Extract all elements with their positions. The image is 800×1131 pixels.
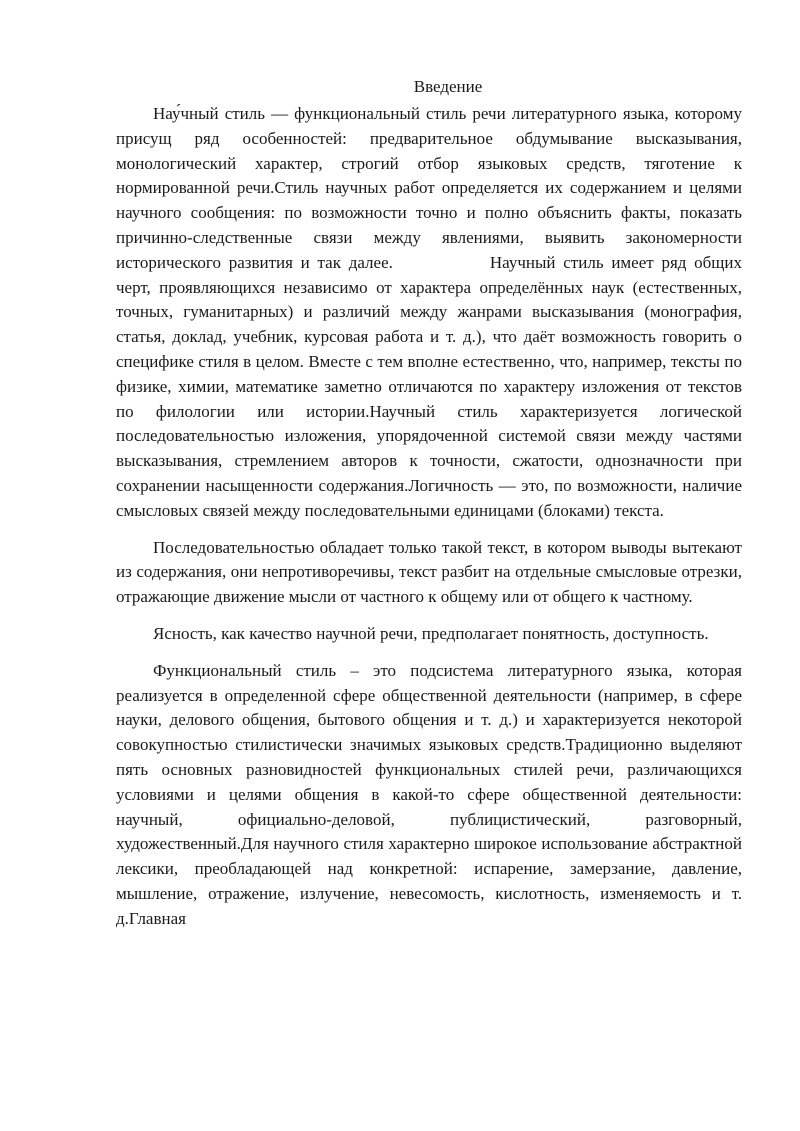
paragraph-3: Ясность, как качество научной речи, предполагает понятность, доступность. (153, 623, 709, 643)
paragraph-1-text: Нау́чный стиль — функциональный стиль речи литературного языка, которому присущ ряд особенностей: предварительное обдумывание высказывания, монологический характер, строгий отбор языковых средств, тяготение к нормированной речи.Стиль научных работ определяется их содержанием и целями научного сообщения: по возможности точно и полно объяснить факты, показать причинно-следственные связи между явлениями, выявить закономерности исторического развития и так далее. (116, 104, 742, 272)
document-body (116, 74, 742, 932)
paragraph-1-continuation: Научный стиль имеет ряд общих черт, проявляющихся независимо от характера определённых наук (естественных, точных, гуманитарных) и различий между жанрами высказывания (монография, статья, доклад, учебник, курсовая работа и т. д.), что даёт возможность говорить о специфике стиля в целом. Вместе с тем вполне естественно, что, например, тексты по физике, химии, математике заметно отличаются по характеру изложения от текстов по филологии или истории.Научный стиль характеризуется логической последовательностью изложения, упорядоченной системой связи между частями высказывания, стремлением авторов к точности, сжатости, однозначности при сохранении насыщенности содержания.Логичность — это, по возможности, наличие смысловых связей между последовательными единицами (блоками) текста. (116, 252, 742, 520)
paragraph-1 (116, 102, 742, 524)
page-title: Введение (413, 77, 483, 96)
paragraph-2: Последовательностью обладает только такой текст, в котором выводы вытекают из содержания, они непротиворечивы, текст разбит на отдельные смысловые отрезки, отражающие движение мысли от частного к общему или от общего к частному. (116, 537, 742, 607)
paragraph-4: Функциональный стиль – это подсистема литературного языка, которая реализуется в определенной сфере общественной деятельности (например, в сфере науки, делового общения, бытового общения и т. д.) и характеризуется некоторой совокупностью стилистически значимых языковых средств.Традиционно выделяют пять основных разновидностей функциональных стилей речи, различающихся условиями и целями общения в какой-то сфере общественной деятельности: научный, официально-деловой, публицистический, разговорный, художественный.Для научного стиля характерно широкое использование абстрактной лексики, преобладающей над конкретной: испарение, замерзание, давление, мышление, отражение, излучение, невесомость, кислотность, изменяемость и т. д.Главная (116, 660, 742, 928)
